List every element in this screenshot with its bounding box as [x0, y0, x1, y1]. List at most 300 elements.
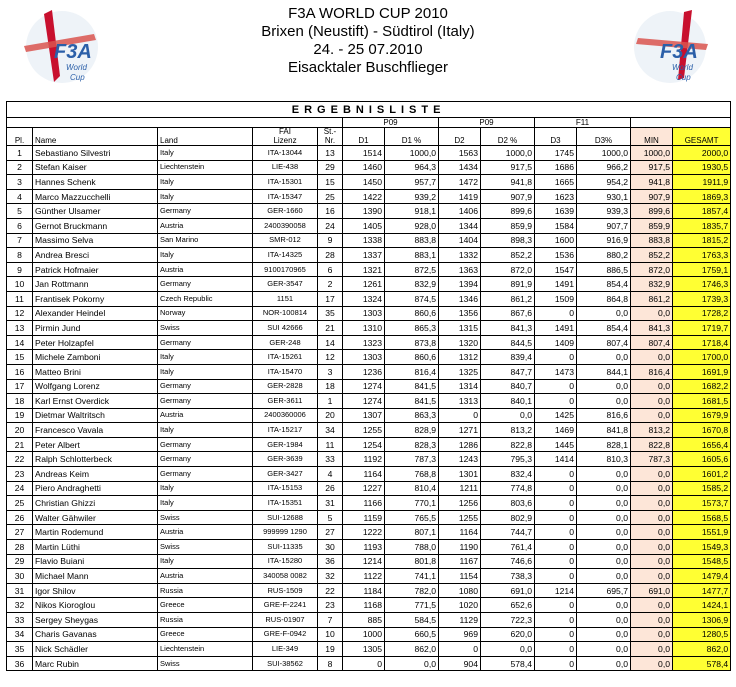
d2-score-cell: 1243 [439, 452, 481, 467]
fai-license-cell: RUS-01907 [253, 613, 318, 628]
d2-score-cell: 1286 [439, 437, 481, 452]
start-number-cell: 20 [318, 408, 343, 423]
total-score-cell: 862,0 [673, 642, 731, 657]
result-row [7, 613, 731, 628]
d3-score-cell: 0 [535, 481, 577, 496]
start-number-cell: 36 [318, 554, 343, 569]
d3-score-cell: 1536 [535, 248, 577, 263]
total-score-cell: 1718,4 [673, 335, 731, 350]
start-number-cell: 16 [318, 204, 343, 219]
result-row [7, 627, 731, 642]
total-score-cell: 1719,7 [673, 321, 731, 336]
d3-score-cell: 1469 [535, 423, 577, 438]
d2-score-cell: 1406 [439, 204, 481, 219]
min-score-cell: 917,5 [631, 160, 673, 175]
result-row [7, 467, 731, 482]
fai-license-cell: 340058 0082 [253, 569, 318, 584]
total-score-cell: 1763,3 [673, 248, 731, 263]
fai-license-cell: ITA-15217 [253, 423, 318, 438]
d2-score-cell: 1167 [439, 554, 481, 569]
name-cell: Jan Rottmann [33, 277, 158, 292]
d1-percent-cell: 741,1 [385, 569, 439, 584]
fai-license-cell: GER-248 [253, 335, 318, 350]
fai-license-cell: ITA-15347 [253, 189, 318, 204]
place-cell: 29 [7, 554, 33, 569]
min-score-cell: 0,0 [631, 306, 673, 321]
min-score-cell: 822,8 [631, 437, 673, 452]
d3-percent-cell: 1000,0 [577, 146, 631, 161]
result-row [7, 642, 731, 657]
start-number-cell: 22 [318, 583, 343, 598]
start-number-cell: 6 [318, 262, 343, 277]
name-cell: Michele Zamboni [33, 350, 158, 365]
result-row [7, 656, 731, 671]
d1-score-cell: 1450 [343, 175, 385, 190]
total-score-cell: 1670,8 [673, 423, 731, 438]
d2-percent-cell: 839,4 [481, 350, 535, 365]
d3-score-cell: 1445 [535, 437, 577, 452]
min-score-cell: 0,0 [631, 408, 673, 423]
fai-license-cell: GER-3639 [253, 452, 318, 467]
name-cell: Günther Ulsamer [33, 204, 158, 219]
d3-score-cell: 0 [535, 613, 577, 628]
country-cell: Germany [158, 467, 253, 482]
start-number-cell: 14 [318, 335, 343, 350]
name-cell: Andreas Keim [33, 467, 158, 482]
start-number-cell: 7 [318, 613, 343, 628]
total-score-cell: 1759,1 [673, 262, 731, 277]
fai-license-cell: SUI-12688 [253, 510, 318, 525]
d3-percent-cell: 844,1 [577, 364, 631, 379]
logo-right-text: F3A [660, 41, 698, 63]
d1-percent-cell: 841,5 [385, 379, 439, 394]
d3-percent-cell: 0,0 [577, 510, 631, 525]
place-cell: 5 [7, 204, 33, 219]
d2-percent-cell: 691,0 [481, 583, 535, 598]
name-cell: Andrea Bresci [33, 248, 158, 263]
place-cell: 31 [7, 583, 33, 598]
event-title: F3A WORLD CUP 2010 [288, 5, 448, 22]
d3-percent-cell: 886,5 [577, 262, 631, 277]
min-score-cell: 0,0 [631, 379, 673, 394]
d1-score-cell: 1122 [343, 569, 385, 584]
fai-license-cell: ITA-14325 [253, 248, 318, 263]
group-p09a: P09 [343, 118, 439, 128]
start-number-cell: 24 [318, 218, 343, 233]
country-cell: Italy [158, 496, 253, 511]
result-row [7, 569, 731, 584]
header-st [318, 128, 343, 146]
min-score-cell: 861,2 [631, 291, 673, 306]
place-cell: 24 [7, 481, 33, 496]
d1-score-cell: 1323 [343, 335, 385, 350]
place-cell: 8 [7, 248, 33, 263]
place-cell: 32 [7, 598, 33, 613]
d3-percent-cell: 695,7 [577, 583, 631, 598]
d1-score-cell: 1193 [343, 540, 385, 555]
header-name: Name [33, 128, 158, 146]
d1-score-cell: 885 [343, 613, 385, 628]
total-score-cell: 2000,0 [673, 146, 731, 161]
d2-percent-cell: 852,2 [481, 248, 535, 263]
event-location: Brixen (Neustift) - Südtirol (Italy) [261, 23, 475, 40]
name-cell: Alexander Heindel [33, 306, 158, 321]
country-cell: Austria [158, 408, 253, 423]
logo-sub1: World [66, 63, 87, 72]
place-cell: 33 [7, 613, 33, 628]
name-cell: Martin Lüthi [33, 540, 158, 555]
d3-score-cell: 1639 [535, 204, 577, 219]
min-score-cell: 0,0 [631, 467, 673, 482]
country-cell: Italy [158, 175, 253, 190]
place-cell: 4 [7, 189, 33, 204]
d1-percent-cell: 860,6 [385, 306, 439, 321]
d2-score-cell: 1320 [439, 335, 481, 350]
place-cell: 15 [7, 350, 33, 365]
d2-percent-cell: 861,2 [481, 291, 535, 306]
min-score-cell: 691,0 [631, 583, 673, 598]
total-score-cell: 1605,6 [673, 452, 731, 467]
start-number-cell: 10 [318, 627, 343, 642]
d2-score-cell: 1020 [439, 598, 481, 613]
name-cell: Peter Albert [33, 437, 158, 452]
d3-score-cell: 1491 [535, 321, 577, 336]
d3-score-cell: 1745 [535, 146, 577, 161]
min-score-cell: 0,0 [631, 656, 673, 671]
d3-percent-cell: 0,0 [577, 627, 631, 642]
start-number-cell: 21 [318, 321, 343, 336]
min-score-cell: 0,0 [631, 598, 673, 613]
name-cell: Hannes Schenk [33, 175, 158, 190]
country-cell: Italy [158, 146, 253, 161]
name-cell: Francesco Vavala [33, 423, 158, 438]
fai-license-cell: ITA-15261 [253, 350, 318, 365]
result-row [7, 496, 731, 511]
d3-score-cell: 0 [535, 379, 577, 394]
d1-score-cell: 1307 [343, 408, 385, 423]
result-row [7, 408, 731, 423]
country-cell: Germany [158, 394, 253, 409]
country-cell: Swiss [158, 656, 253, 671]
name-cell: Massimo Selva [33, 233, 158, 248]
place-cell: 13 [7, 321, 33, 336]
d2-percent-cell: 822,8 [481, 437, 535, 452]
d2-score-cell: 1256 [439, 496, 481, 511]
country-cell: Liechtenstein [158, 642, 253, 657]
result-row [7, 335, 731, 350]
d2-score-cell: 1404 [439, 233, 481, 248]
d1-score-cell: 1305 [343, 642, 385, 657]
d2-percent-cell: 872,0 [481, 262, 535, 277]
name-cell: Wolfgang Lorenz [33, 379, 158, 394]
d1-percent-cell: 862,0 [385, 642, 439, 657]
d3-score-cell: 1686 [535, 160, 577, 175]
d1-score-cell: 1255 [343, 423, 385, 438]
min-score-cell: 816,4 [631, 364, 673, 379]
d2-percent-cell: 891,9 [481, 277, 535, 292]
d1-percent-cell: 918,1 [385, 204, 439, 219]
d1-score-cell: 1310 [343, 321, 385, 336]
d1-percent-cell: 788,0 [385, 540, 439, 555]
country-cell: Greece [158, 627, 253, 642]
results-title: ERGEBNISLISTE [7, 102, 731, 118]
d2-percent-cell: 898,3 [481, 233, 535, 248]
d3-percent-cell: 0,0 [577, 642, 631, 657]
start-number-cell: 18 [318, 379, 343, 394]
d3-score-cell: 1473 [535, 364, 577, 379]
d3-score-cell: 1509 [535, 291, 577, 306]
d2-percent-cell: 941,8 [481, 175, 535, 190]
name-cell: Gernot Bruckmann [33, 218, 158, 233]
start-number-cell: 30 [318, 540, 343, 555]
event-header [0, 5, 736, 77]
place-cell: 19 [7, 408, 33, 423]
total-score-cell: 1585,2 [673, 481, 731, 496]
d3-percent-cell: 907,7 [577, 218, 631, 233]
country-cell: Austria [158, 569, 253, 584]
fai-license-cell: RUS-1509 [253, 583, 318, 598]
logo-text: F3A [54, 41, 92, 63]
country-cell: Italy [158, 248, 253, 263]
place-cell: 18 [7, 394, 33, 409]
result-row [7, 510, 731, 525]
d2-score-cell: 1346 [439, 291, 481, 306]
d1-score-cell: 1514 [343, 146, 385, 161]
d2-percent-cell: 899,6 [481, 204, 535, 219]
country-cell: Swiss [158, 321, 253, 336]
d2-percent-cell: 578,4 [481, 656, 535, 671]
d2-percent-cell: 803,6 [481, 496, 535, 511]
d2-score-cell: 0 [439, 642, 481, 657]
min-score-cell: 807,4 [631, 335, 673, 350]
place-cell: 21 [7, 437, 33, 452]
d2-percent-cell: 738,3 [481, 569, 535, 584]
total-score-cell: 1679,9 [673, 408, 731, 423]
country-cell: Germany [158, 277, 253, 292]
header-fai-1: FAI [278, 127, 291, 136]
header-gesamt: GESAMT [673, 128, 731, 146]
country-cell: Russia [158, 613, 253, 628]
d2-score-cell: 1394 [439, 277, 481, 292]
min-score-cell: 0,0 [631, 569, 673, 584]
fai-license-cell: NOR-100814 [253, 306, 318, 321]
d2-percent-cell: 722,3 [481, 613, 535, 628]
fai-license-cell: ITA-15351 [253, 496, 318, 511]
header-land: Land [158, 128, 253, 146]
total-score-cell: 1739,3 [673, 291, 731, 306]
name-cell: Marc Rubin [33, 656, 158, 671]
name-cell: Sebastiano Silvestri [33, 146, 158, 161]
d2-score-cell: 1164 [439, 525, 481, 540]
header-d1: D1 [343, 128, 385, 146]
d1-score-cell: 1000 [343, 627, 385, 642]
place-cell: 11 [7, 291, 33, 306]
min-score-cell: 813,2 [631, 423, 673, 438]
event-date: 24. - 25 07.2010 [313, 41, 423, 58]
fai-license-cell: 2400390058 [253, 218, 318, 233]
d3-score-cell: 0 [535, 598, 577, 613]
min-score-cell: 0,0 [631, 627, 673, 642]
total-score-cell: 1551,9 [673, 525, 731, 540]
total-score-cell: 1280,5 [673, 627, 731, 642]
d1-percent-cell: 807,1 [385, 525, 439, 540]
d1-score-cell: 1422 [343, 189, 385, 204]
d3-score-cell: 0 [535, 525, 577, 540]
d1-score-cell: 1192 [343, 452, 385, 467]
d3-score-cell: 1414 [535, 452, 577, 467]
place-cell: 20 [7, 423, 33, 438]
d1-percent-cell: 883,8 [385, 233, 439, 248]
d1-percent-cell: 863,3 [385, 408, 439, 423]
d2-percent-cell: 744,7 [481, 525, 535, 540]
min-score-cell: 907,9 [631, 189, 673, 204]
d1-percent-cell: 928,0 [385, 218, 439, 233]
d1-score-cell: 1254 [343, 437, 385, 452]
fai-license-cell: 9100170965 [253, 262, 318, 277]
start-number-cell: 4 [318, 467, 343, 482]
d3-score-cell: 0 [535, 350, 577, 365]
d1-percent-cell: 1000,0 [385, 146, 439, 161]
d3-percent-cell: 0,0 [577, 569, 631, 584]
min-score-cell: 883,8 [631, 233, 673, 248]
d2-percent-cell: 620,0 [481, 627, 535, 642]
d3-percent-cell: 810,3 [577, 452, 631, 467]
min-score-cell: 0,0 [631, 510, 673, 525]
fai-license-cell: GER-3547 [253, 277, 318, 292]
min-score-cell: 0,0 [631, 554, 673, 569]
place-cell: 3 [7, 175, 33, 190]
d2-percent-cell: 813,2 [481, 423, 535, 438]
fai-license-cell: GER-3427 [253, 467, 318, 482]
min-score-cell: 0,0 [631, 350, 673, 365]
d1-percent-cell: 801,8 [385, 554, 439, 569]
fai-license-cell: 2400360006 [253, 408, 318, 423]
start-number-cell: 34 [318, 423, 343, 438]
d1-score-cell: 1164 [343, 467, 385, 482]
d2-score-cell: 1314 [439, 379, 481, 394]
result-row [7, 379, 731, 394]
fai-license-cell: ITA-15153 [253, 481, 318, 496]
result-row [7, 291, 731, 306]
place-cell: 27 [7, 525, 33, 540]
total-score-cell: 1681,5 [673, 394, 731, 409]
min-score-cell: 0,0 [631, 642, 673, 657]
name-cell: Christian Ghizzi [33, 496, 158, 511]
name-cell: Peter Holzapfel [33, 335, 158, 350]
header-min: MIN [631, 128, 673, 146]
fai-license-cell: LIE-438 [253, 160, 318, 175]
country-cell: Germany [158, 204, 253, 219]
d1-score-cell: 1460 [343, 160, 385, 175]
d1-score-cell: 1390 [343, 204, 385, 219]
d3-percent-cell: 841,8 [577, 423, 631, 438]
fai-license-cell: GRE-F-2241 [253, 598, 318, 613]
d3-percent-cell: 939,3 [577, 204, 631, 219]
d2-score-cell: 1301 [439, 467, 481, 482]
fai-license-cell: ITA-15301 [253, 175, 318, 190]
header-d1p: D1 % [385, 128, 439, 146]
total-score-cell: 1682,2 [673, 379, 731, 394]
d2-percent-cell: 795,3 [481, 452, 535, 467]
result-row [7, 233, 731, 248]
name-cell: Sergey Sheygas [33, 613, 158, 628]
d2-percent-cell: 832,4 [481, 467, 535, 482]
start-number-cell: 28 [318, 248, 343, 263]
d2-percent-cell: 761,4 [481, 540, 535, 555]
place-cell: 22 [7, 452, 33, 467]
name-cell: Nick Schädler [33, 642, 158, 657]
d2-percent-cell: 844,5 [481, 335, 535, 350]
d3-percent-cell: 0,0 [577, 350, 631, 365]
fai-license-cell: 1151 [253, 291, 318, 306]
d1-percent-cell: 0,0 [385, 656, 439, 671]
min-score-cell: 0,0 [631, 540, 673, 555]
result-row [7, 306, 731, 321]
country-cell: Italy [158, 554, 253, 569]
d3-score-cell: 0 [535, 642, 577, 657]
start-number-cell: 25 [318, 189, 343, 204]
start-number-cell: 35 [318, 306, 343, 321]
result-row [7, 598, 731, 613]
fai-license-cell: GER-1660 [253, 204, 318, 219]
d2-percent-cell: 917,5 [481, 160, 535, 175]
d3-percent-cell: 0,0 [577, 496, 631, 511]
d2-score-cell: 1255 [439, 510, 481, 525]
d3-percent-cell: 916,9 [577, 233, 631, 248]
d2-score-cell: 1563 [439, 146, 481, 161]
total-score-cell: 1424,1 [673, 598, 731, 613]
country-cell: Italy [158, 364, 253, 379]
place-cell: 25 [7, 496, 33, 511]
result-row [7, 321, 731, 336]
d2-score-cell: 1434 [439, 160, 481, 175]
start-number-cell: 23 [318, 598, 343, 613]
d1-score-cell: 1214 [343, 554, 385, 569]
result-row [7, 175, 731, 190]
country-cell: Italy [158, 481, 253, 496]
country-cell: Germany [158, 335, 253, 350]
result-row [7, 189, 731, 204]
d1-score-cell: 0 [343, 656, 385, 671]
country-cell: Austria [158, 262, 253, 277]
header-d2: D2 [439, 128, 481, 146]
d3-percent-cell: 0,0 [577, 525, 631, 540]
start-number-cell: 15 [318, 175, 343, 190]
title-row [7, 102, 731, 118]
d3-score-cell: 0 [535, 569, 577, 584]
name-cell: Martin Rodemund [33, 525, 158, 540]
results-table [6, 101, 731, 671]
d1-percent-cell: 957,7 [385, 175, 439, 190]
d2-score-cell: 1312 [439, 350, 481, 365]
total-score-cell: 1477,7 [673, 583, 731, 598]
place-cell: 36 [7, 656, 33, 671]
d2-score-cell: 1472 [439, 175, 481, 190]
d1-percent-cell: 828,3 [385, 437, 439, 452]
result-row [7, 160, 731, 175]
d3-percent-cell: 816,6 [577, 408, 631, 423]
place-cell: 14 [7, 335, 33, 350]
d1-score-cell: 1236 [343, 364, 385, 379]
result-row [7, 437, 731, 452]
start-number-cell: 26 [318, 481, 343, 496]
result-row [7, 423, 731, 438]
d3-percent-cell: 966,2 [577, 160, 631, 175]
place-cell: 16 [7, 364, 33, 379]
result-row [7, 204, 731, 219]
d2-percent-cell: 1000,0 [481, 146, 535, 161]
place-cell: 26 [7, 510, 33, 525]
